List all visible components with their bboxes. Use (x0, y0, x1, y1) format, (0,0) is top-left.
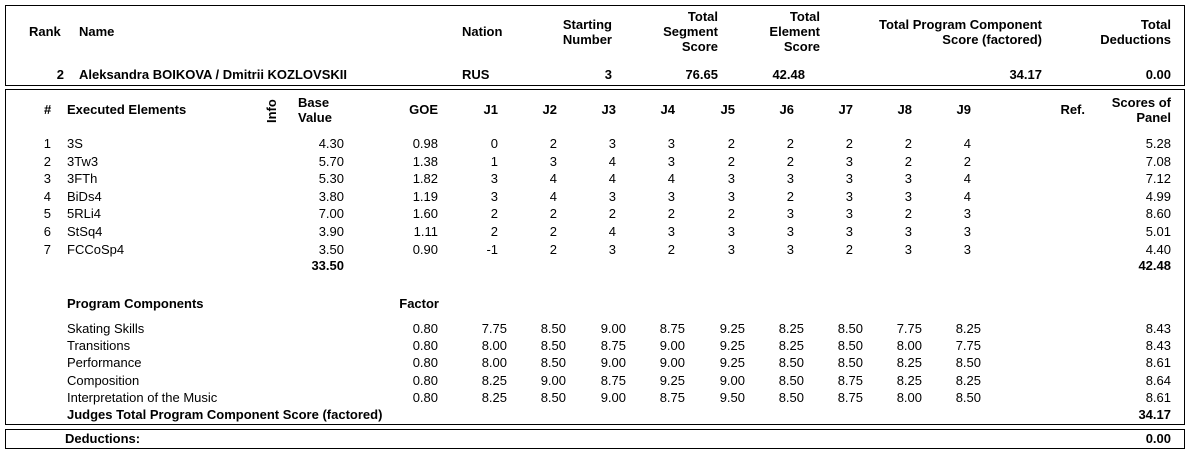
element-name: FCCoSp4 (67, 241, 125, 257)
component-judge-score: 8.50 (778, 372, 804, 388)
element-judge-score: 3 (845, 224, 853, 239)
col-scores-of-panel-header: Scores of Panel (1111, 95, 1171, 125)
element-judge-score: 3 (904, 171, 912, 187)
col-goe-header: GOE (409, 102, 438, 117)
element-judge-score: 3 (667, 188, 675, 204)
element-goe: 1.38 (412, 153, 438, 169)
component-judge-score: 8.50 (837, 321, 863, 336)
component-panel-score: 8.64 (1145, 372, 1171, 388)
element-judge-score: 3 (845, 188, 853, 204)
component-judge-score: 8.75 (659, 321, 685, 336)
element-judge-score: 3 (727, 171, 735, 187)
component-judge-score: 8.75 (600, 372, 626, 388)
skater-deductions: 0.00 (1145, 67, 1171, 82)
element-panel-score: 5.01 (1145, 224, 1171, 239)
element-base-value: 3.90 (318, 224, 344, 239)
element-number: 4 (43, 188, 51, 204)
element-judge-score: 2 (845, 241, 853, 257)
judge-header-j8: J8 (897, 102, 912, 117)
component-judge-score: 9.25 (659, 372, 685, 388)
element-judge-score: 3 (786, 171, 794, 187)
deductions-label: Deductions: (65, 431, 141, 446)
element-name: 5RLi4 (67, 206, 101, 222)
element-judge-score: 4 (608, 171, 616, 187)
component-judge-score: 9.25 (719, 355, 745, 371)
component-judge-score: 8.25 (778, 321, 804, 336)
component-judge-score: 8.25 (778, 338, 804, 354)
element-judge-score: 3 (845, 171, 853, 187)
header-rank: Rank (29, 24, 61, 39)
element-judge-score: 3 (845, 153, 853, 169)
element-panel-score: 4.99 (1145, 188, 1171, 204)
element-judge-score: 4 (549, 171, 557, 187)
element-base-value: 5.70 (318, 153, 344, 169)
component-panel-score: 8.61 (1145, 355, 1171, 371)
element-goe: 1.60 (412, 206, 438, 222)
skater-name: Aleksandra BOIKOVA / Dmitrii KOZLOVSKII (79, 67, 347, 82)
element-base-value: 3.50 (318, 241, 344, 257)
component-judge-score: 8.50 (837, 338, 863, 354)
element-judge-score: 2 (549, 241, 557, 257)
element-goe: 0.98 (412, 136, 438, 151)
component-judge-score: 8.50 (540, 389, 566, 405)
header-name: Name (79, 24, 115, 39)
element-judge-score: 3 (727, 241, 735, 257)
element-judge-score: 3 (608, 188, 616, 204)
component-judge-score: 8.50 (778, 355, 804, 371)
element-name: 3S (67, 136, 83, 151)
component-judge-score: 8.00 (481, 355, 507, 371)
component-judge-score: 8.50 (540, 321, 566, 336)
element-number: 7 (43, 241, 51, 257)
component-judge-score: 8.00 (481, 338, 507, 354)
component-judge-score: 8.25 (481, 389, 507, 405)
header-total-element-score: Total Element Score (769, 9, 820, 54)
element-judge-score: 2 (549, 206, 557, 222)
element-name: 3FTh (67, 171, 98, 187)
element-goe: 1.82 (412, 171, 438, 187)
element-judge-score: 2 (786, 188, 794, 204)
element-judge-score: 3 (490, 171, 498, 187)
component-name: Transitions (67, 338, 131, 354)
element-goe: 0.90 (412, 241, 438, 257)
component-judge-score: 8.50 (955, 355, 981, 371)
component-judge-score: 9.00 (719, 372, 745, 388)
element-judge-score: 2 (727, 153, 735, 169)
component-judge-score: 9.00 (659, 355, 685, 371)
element-judge-score: 4 (608, 153, 616, 169)
components-total-label: Judges Total Program Component Score (factored) (67, 407, 383, 422)
component-judge-score: 8.50 (837, 355, 863, 371)
header-total-pcs: Total Program Component Score (factored) (879, 17, 1042, 47)
element-judge-score: 0 (490, 136, 498, 151)
judge-header-j9: J9 (956, 102, 971, 117)
component-name: Interpretation of the Music (67, 389, 218, 405)
element-number: 1 (43, 136, 51, 151)
header-total-segment-score: Total Segment Score (663, 9, 718, 54)
col-base-value-header: Base Value (298, 95, 332, 125)
element-judge-score: 2 (727, 136, 735, 151)
component-name: Composition (67, 372, 140, 388)
judge-header-j4: J4 (660, 102, 675, 117)
col-info-header: Info (264, 99, 279, 123)
component-judge-score: 8.75 (837, 372, 863, 388)
component-judge-score: 7.75 (896, 321, 922, 336)
factor-header: Factor (399, 296, 439, 311)
judge-header-j2: J2 (542, 102, 557, 117)
element-judge-score: 3 (963, 241, 971, 257)
component-judge-score: 9.00 (600, 355, 626, 371)
component-judge-score: 8.25 (896, 355, 922, 371)
deductions-value: 0.00 (1145, 431, 1171, 446)
element-judge-score: 3 (608, 136, 616, 151)
col-ref-header: Ref. (1060, 102, 1085, 117)
judge-header-j1: J1 (483, 102, 498, 117)
element-judge-score: 2 (845, 136, 853, 151)
skater-starting-number: 3 (604, 67, 612, 82)
element-judge-score: -1 (486, 241, 498, 257)
element-judge-score: 2 (904, 153, 912, 169)
element-judge-score: 2 (904, 136, 912, 151)
component-judge-score: 8.00 (896, 389, 922, 405)
component-judge-score: 8.50 (540, 338, 566, 354)
element-judge-score: 3 (608, 241, 616, 257)
component-judge-score: 9.25 (719, 338, 745, 354)
elements-total-base-value: 33.50 (311, 258, 344, 273)
element-judge-score: 2 (490, 224, 498, 239)
element-judge-score: 2 (667, 241, 675, 257)
element-judge-score: 3 (904, 188, 912, 204)
component-factor: 0.80 (412, 355, 438, 371)
element-judge-score: 2 (904, 206, 912, 222)
element-judge-score: 3 (845, 206, 853, 222)
component-factor: 0.80 (412, 389, 438, 405)
component-judge-score: 8.25 (955, 372, 981, 388)
element-judge-score: 3 (904, 224, 912, 239)
element-judge-score: 3 (490, 188, 498, 204)
element-judge-score: 2 (490, 206, 498, 222)
judge-header-j5: J5 (720, 102, 735, 117)
component-judge-score: 8.25 (955, 321, 981, 336)
col-num-header: # (44, 102, 52, 117)
element-judge-score: 4 (963, 136, 971, 151)
element-judge-score: 2 (786, 153, 794, 169)
element-judge-score: 4 (963, 188, 971, 204)
skater-rank: 2 (56, 67, 64, 82)
element-base-value: 7.00 (318, 206, 344, 222)
element-judge-score: 3 (786, 241, 794, 257)
element-judge-score: 3 (904, 241, 912, 257)
element-judge-score: 1 (490, 153, 498, 169)
component-judge-score: 7.75 (481, 321, 507, 336)
element-base-value: 5.30 (318, 171, 344, 187)
skater-nation: RUS (462, 67, 490, 82)
component-judge-score: 8.50 (540, 355, 566, 371)
component-judge-score: 8.75 (837, 389, 863, 405)
component-judge-score: 8.25 (481, 372, 507, 388)
component-judge-score: 8.50 (778, 389, 804, 405)
component-judge-score: 8.00 (896, 338, 922, 354)
component-judge-score: 8.75 (600, 338, 626, 354)
component-name: Performance (67, 355, 142, 371)
element-judge-score: 2 (786, 136, 794, 151)
header-total-deductions: Total Deductions (1100, 17, 1171, 47)
element-base-value: 4.30 (318, 136, 344, 151)
element-judge-score: 3 (786, 206, 794, 222)
element-name: BiDs4 (67, 188, 102, 204)
skater-tss: 76.65 (685, 67, 718, 82)
element-judge-score: 4 (549, 188, 557, 204)
element-number: 5 (43, 206, 51, 222)
element-judge-score: 3 (549, 153, 557, 169)
element-panel-score: 7.08 (1145, 153, 1171, 169)
header-starting-number: Starting Number (562, 17, 612, 47)
element-judge-score: 2 (667, 206, 675, 222)
col-executed-header: Executed Elements (67, 102, 187, 117)
judge-header-j7: J7 (838, 102, 853, 117)
judge-header-j3: J3 (601, 102, 616, 117)
element-number: 2 (43, 153, 51, 169)
element-name: StSq4 (67, 224, 103, 239)
component-factor: 0.80 (412, 338, 438, 354)
element-base-value: 3.80 (318, 188, 344, 204)
element-panel-score: 8.60 (1145, 206, 1171, 222)
component-judge-score: 9.00 (540, 372, 566, 388)
element-judge-score: 3 (786, 224, 794, 239)
component-factor: 0.80 (412, 321, 438, 336)
element-judge-score: 2 (727, 206, 735, 222)
element-judge-score: 3 (667, 153, 675, 169)
component-judge-score: 9.00 (600, 389, 626, 405)
skater-pcs: 34.17 (1009, 67, 1042, 82)
elements-total-score: 42.48 (1138, 258, 1171, 273)
skater-tes: 42.48 (772, 67, 805, 82)
element-judge-score: 2 (549, 136, 557, 151)
element-judge-score: 3 (727, 188, 735, 204)
component-panel-score: 8.43 (1145, 338, 1171, 354)
element-judge-score: 3 (963, 206, 971, 222)
element-number: 6 (43, 224, 51, 239)
element-goe: 1.11 (413, 224, 438, 239)
element-goe: 1.19 (412, 188, 438, 204)
element-judge-score: 4 (667, 171, 675, 187)
element-judge-score: 2 (608, 206, 616, 222)
program-components-header: Program Components (67, 296, 204, 311)
component-name: Skating Skills (67, 321, 145, 336)
deductions-box (5, 429, 1185, 449)
component-judge-score: 9.25 (719, 321, 745, 336)
header-nation: Nation (462, 24, 503, 39)
components-total-score: 34.17 (1138, 407, 1171, 422)
element-panel-score: 5.28 (1145, 136, 1171, 151)
element-judge-score: 3 (667, 224, 675, 239)
component-factor: 0.80 (412, 372, 438, 388)
element-panel-score: 4.40 (1145, 241, 1171, 257)
component-panel-score: 8.61 (1145, 389, 1171, 405)
element-judge-score: 2 (549, 224, 557, 239)
element-judge-score: 3 (727, 224, 735, 239)
component-panel-score: 8.43 (1145, 321, 1171, 336)
element-judge-score: 4 (963, 171, 971, 187)
element-judge-score: 2 (963, 153, 971, 169)
element-name: 3Tw3 (67, 153, 99, 169)
element-panel-score: 7.12 (1145, 171, 1171, 187)
element-judge-score: 3 (667, 136, 675, 151)
component-judge-score: 8.25 (896, 372, 922, 388)
component-judge-score: 8.50 (955, 389, 981, 405)
component-judge-score: 9.50 (719, 389, 745, 405)
element-judge-score: 4 (608, 224, 616, 239)
element-judge-score: 3 (963, 224, 971, 239)
component-judge-score: 9.00 (659, 338, 685, 354)
component-judge-score: 9.00 (600, 321, 626, 336)
element-number: 3 (43, 171, 51, 187)
judge-header-j6: J6 (779, 102, 794, 117)
component-judge-score: 7.75 (955, 338, 981, 354)
component-judge-score: 8.75 (659, 389, 685, 405)
